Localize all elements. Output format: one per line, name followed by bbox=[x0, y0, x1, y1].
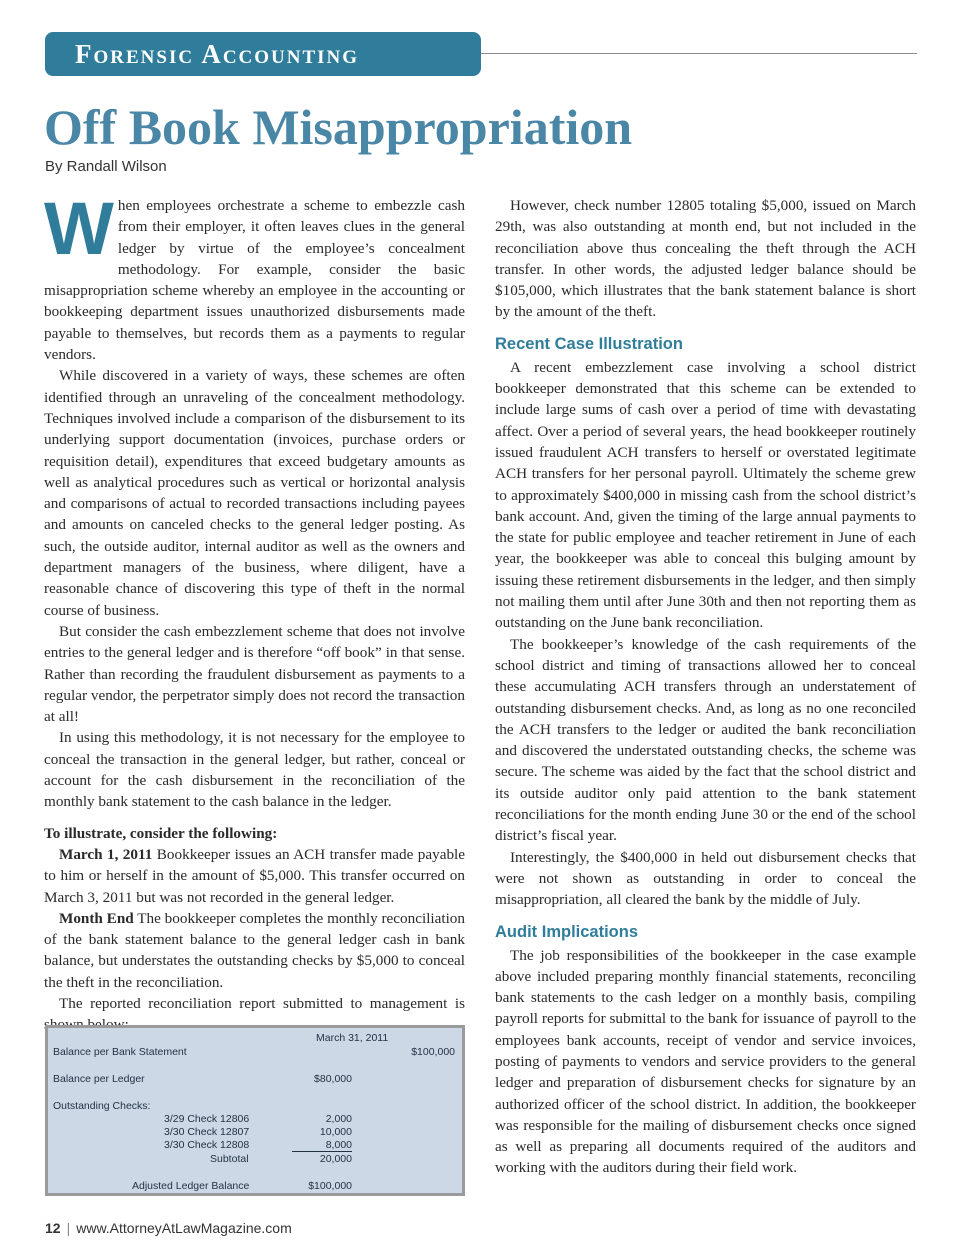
paragraph: But consider the cash embezzlement scheme that does not involve entries to the general ledger and is therefore “off book” in that sense. Rather than recording the fraudulent disbursement as payments to a regular vendor, the perpetrator simply does not record the transaction at all! bbox=[44, 622, 465, 726]
example-lead: March 1, 2011 bbox=[59, 845, 153, 863]
recon-adjusted-value: $100,000 bbox=[308, 1180, 352, 1192]
footer-url: www.AttorneyAtLawMagazine.com bbox=[76, 1220, 292, 1236]
recon-ledger-label: Balance per Ledger bbox=[53, 1073, 145, 1085]
recon-adjusted-label: Adjusted Ledger Balance bbox=[132, 1180, 250, 1192]
article-title: Off Book Misappropriation bbox=[44, 99, 633, 155]
paragraph: The job responsibilities of the bookkeeper in the case example above included preparing monthly financial statements, reconciling bank statements to the cash ledger on a monthly basis, compiling payroll reports for submittal to the bank for issuance of payroll to the employees bank accounts, receipt of vendor and service invoices, posting of payments to vendors and service providers to the general ledger and preparation of disbursement checks for signature by an authorized officer of the school district. In addition, the bookkeeper was responsible for the mailing of disbursement checks once signed as well as preparing all documents required of the auditors and working with the auditors during their field work. bbox=[495, 946, 916, 1177]
paragraph: However, check number 12805 totaling $5,000, issued on March 29th, was also outstanding at month end, but not included in the reconciliation above thus concealing the theft through the ACH transfer. In other words, the adjusted ledger balance should be $105,000, which illustrates that the bank statement balance is short by the amount of the theft. bbox=[495, 197, 916, 321]
section-banner bbox=[45, 32, 481, 76]
recon-ledger-value: $80,000 bbox=[314, 1073, 352, 1085]
paragraph-example-2 bbox=[44, 908, 465, 993]
footer-separator: | bbox=[66, 1220, 71, 1236]
paragraph: Interestingly, the $400,000 in held out disbursement checks that were not shown as outstanding in order to conceal the misappropriation, all cleared the bank by the middle of July. bbox=[495, 848, 916, 909]
recon-check-value: 8,000 bbox=[292, 1139, 352, 1152]
page-number: 12 bbox=[45, 1220, 61, 1236]
left-column bbox=[44, 187, 466, 1036]
right-column bbox=[495, 195, 916, 1179]
recon-outstanding-label: Outstanding Checks: bbox=[53, 1100, 151, 1112]
recon-subtotal-label: Subtotal bbox=[210, 1153, 249, 1165]
recon-date-header: March 31, 2011 bbox=[316, 1032, 389, 1044]
paragraph: While discovered in a variety of ways, these schemes are often identified through an unraveling of the concealment methodology. Techniques involved include a comparison of the disbursement to its underlying support documentation (invoices, purchase orders or requisition detail), expenditures that exceed budgetary amounts as well as analytical procedures such as vertical or horizontal analysis and comparisons of actual to recorded transactions including payees and amounts on canceled checks to the general ledger posting. As such, the outside auditor, internal auditor as well as the owners and department managers of the business, where diligent, have a reasonable chance of discovering this type of theft in the normal course of business. bbox=[44, 367, 465, 619]
illustrate-heading: To illustrate, consider the following: bbox=[44, 824, 278, 842]
example-lead: Month End bbox=[59, 909, 134, 927]
recon-bank-label: Balance per Bank Statement bbox=[53, 1046, 187, 1058]
byline: By Randall Wilson bbox=[45, 158, 167, 175]
recon-bank-value: $100,000 bbox=[411, 1046, 455, 1058]
example-text: The bookkeeper completes the monthly reconciliation of the bank statement balance to the general ledger cash in bank balance, but understates the outstanding checks by $5,000 to conceal the theft in the reconciliation. bbox=[44, 909, 465, 991]
header-rule bbox=[481, 53, 917, 54]
recon-check-label: 3/29 Check 12806 bbox=[164, 1113, 250, 1125]
recon-check-label: 3/30 Check 12808 bbox=[164, 1139, 250, 1151]
recon-subtotal-value: 20,000 bbox=[319, 1153, 352, 1165]
recon-check-value: 10,000 bbox=[319, 1126, 352, 1138]
paragraph: The reported reconciliation report submitted to management is bbox=[59, 994, 465, 1012]
section-heading-case: Recent Case Illustration bbox=[495, 334, 683, 353]
reconciliation-table bbox=[45, 1025, 465, 1196]
recon-check-label: 3/30 Check 12807 bbox=[164, 1126, 250, 1138]
paragraph: In using this methodology, it is not necessary for the employee to conceal the transaction in the general ledger, but rather, conceal or account for the cash disbursement in the reconciliation of the monthly bank statement to the cash balance in the ledger. bbox=[44, 729, 465, 811]
paragraph: A recent embezzlement case involving a school district bookkeeper demonstrated that this scheme can be extended to include large sums of cash over a period of time with devastating affect. Over a period of several years, the head bookkeeper routinely issued fraudulent ACH transfers to herself or overstated legitimate ACH transfers for her personal payroll. Ultimately the scheme grew to approximately $400,000 in missing cash from the school district’s bank account. And, given the timing of the large annual payments to the state for public employee and teacher retirement in June of each year, the bookkeeper was able to conceal this bulging amount by issuing these retirement disbursements in the ledger, and then simply not mailing them until after June 30th and then not reporting them as outstanding on the June bank reconciliation. bbox=[495, 358, 916, 632]
example-text: Bookkeeper issues an ACH transfer made payable to him or herself in the amount of $5,000. This transfer occurred on March 3, 2011 but was not recorded in the general ledger. bbox=[44, 845, 466, 906]
paragraph-example-1 bbox=[44, 844, 465, 908]
paragraph-text: hen employees orchestrate a scheme to embezzle cash from their employer, it often leaves clues in the general ledger by virtue of the employee’s concealment methodology. For example, consider the basic misappropriation scheme whereby an employee in the accounting or bookkeeping department issues unauthorized disbursements made payable to themselves, but records them as a payments to regular vendors. bbox=[44, 197, 465, 364]
section-label: Forensic Accounting bbox=[75, 39, 360, 69]
page-footer bbox=[45, 1220, 292, 1236]
section-heading-audit: Audit Implications bbox=[495, 922, 639, 941]
recon-check-value: 2,000 bbox=[325, 1113, 352, 1125]
paragraph: The bookkeeper’s knowledge of the cash requirements of the school district and timing of transactions allowed her to conceal these accumulating ACH transfers through an understatement of outstanding disbursement checks. And, as long as no one reconciled the ACH transfers to the ledger or audited the bank reconciliation and discovered the understated outstanding checks, the scheme was secure. The scheme was aided by the fact that the school district and its outside auditor only paid attention to the bank statement reconciliations for the month ending June 30 or the end of the school district’s fiscal year. bbox=[495, 635, 916, 845]
paragraph-intro bbox=[44, 187, 465, 365]
drop-cap: W bbox=[44, 187, 114, 270]
